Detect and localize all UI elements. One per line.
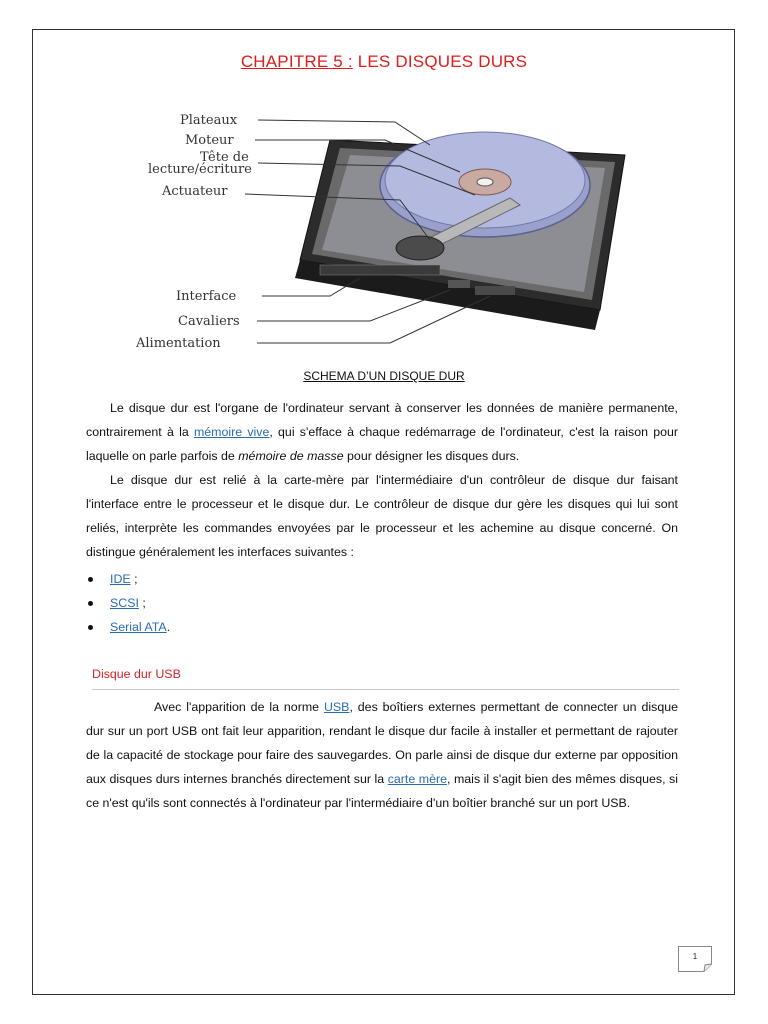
- power-connector: [475, 286, 515, 295]
- list-item: Serial ATA.: [86, 615, 170, 639]
- label-interface: Interface: [176, 289, 237, 304]
- paragraph-usb: Avec l'apparition de la norme USB, des boîtiers externes permettant de connecter un disque dur sur un port USB ont fait leur apparition, rendant le disque dur facile à installer et permettant de rajouter de la capacité de stockage pour faire des sauvegardes. On parle ainsi de disque dur externe par opposition aux disques durs internes branchés directement sur la carte mère, mais il s'agit bien des mêmes disques, si ce n'est qu'ils sont connectés à l'ordinateur par l'intermédiaire d'un boîtier branché sur un port USB.: [86, 700, 679, 810]
- jumper-pins: [448, 280, 470, 288]
- link-usb[interactable]: USB: [323, 700, 350, 714]
- label-plateaux: Plateaux: [180, 113, 238, 128]
- link-memoire-vive[interactable]: mémoire vive: [193, 425, 270, 439]
- section-divider: [92, 689, 679, 690]
- paragraph-controleur: Le disque dur est relié à la carte-mère par l'intermédiaire d'un contrôleur de disque dur faisant l'interface entre le processeur et le disque dur. Le contrôleur de disque dur gère les disques qui lui sont reliés, interprète les commandes envoyées par le processeur et les achemine au disque concerné. On distingue généralement les interfaces suivantes :: [86, 473, 678, 559]
- list-item: SCSI ;: [86, 591, 170, 615]
- figure-caption: SCHEMA D’UN DISQUE DUR: [303, 369, 465, 383]
- page-title: [0, 52, 768, 72]
- page-number-box: [678, 946, 712, 972]
- page-number: 1: [692, 952, 698, 961]
- chapter-number: CHAPITRE 5 :: [240, 52, 353, 71]
- hard-disk-diagram: [130, 100, 640, 360]
- link-serial-ata[interactable]: Serial ATA: [110, 620, 167, 634]
- interface-connector: [320, 265, 440, 275]
- label-moteur: Moteur: [185, 133, 234, 148]
- label-cavaliers: Cavaliers: [178, 314, 240, 329]
- list-item: IDE ;: [86, 567, 170, 591]
- link-ide[interactable]: IDE: [110, 572, 131, 586]
- interface-list: [86, 567, 170, 639]
- label-lecture: lecture/écriture: [148, 162, 252, 177]
- label-alimentation: Alimentation: [136, 336, 221, 351]
- label-actuateur: Actuateur: [162, 184, 228, 199]
- section-heading: Disque dur USB: [92, 667, 181, 681]
- paragraph-intro: Le disque dur est l'organe de l'ordinateur servant à conserver les données de manière permanente, contrairement à la mémoire vive, qui s'efface à chaque redémarrage de l'ordinateur, c'est la raison pour laquelle on parle parfois de mémoire de masse pour désigner les disques durs.: [86, 401, 678, 463]
- actuator-pivot: [396, 236, 444, 260]
- link-scsi[interactable]: SCSI: [110, 596, 139, 610]
- chapter-title: LES DISQUES DURS: [352, 52, 528, 71]
- spindle-center: [477, 178, 493, 186]
- link-carte-mere[interactable]: carte mère: [387, 772, 447, 786]
- label-tete: Tête de: [200, 150, 249, 165]
